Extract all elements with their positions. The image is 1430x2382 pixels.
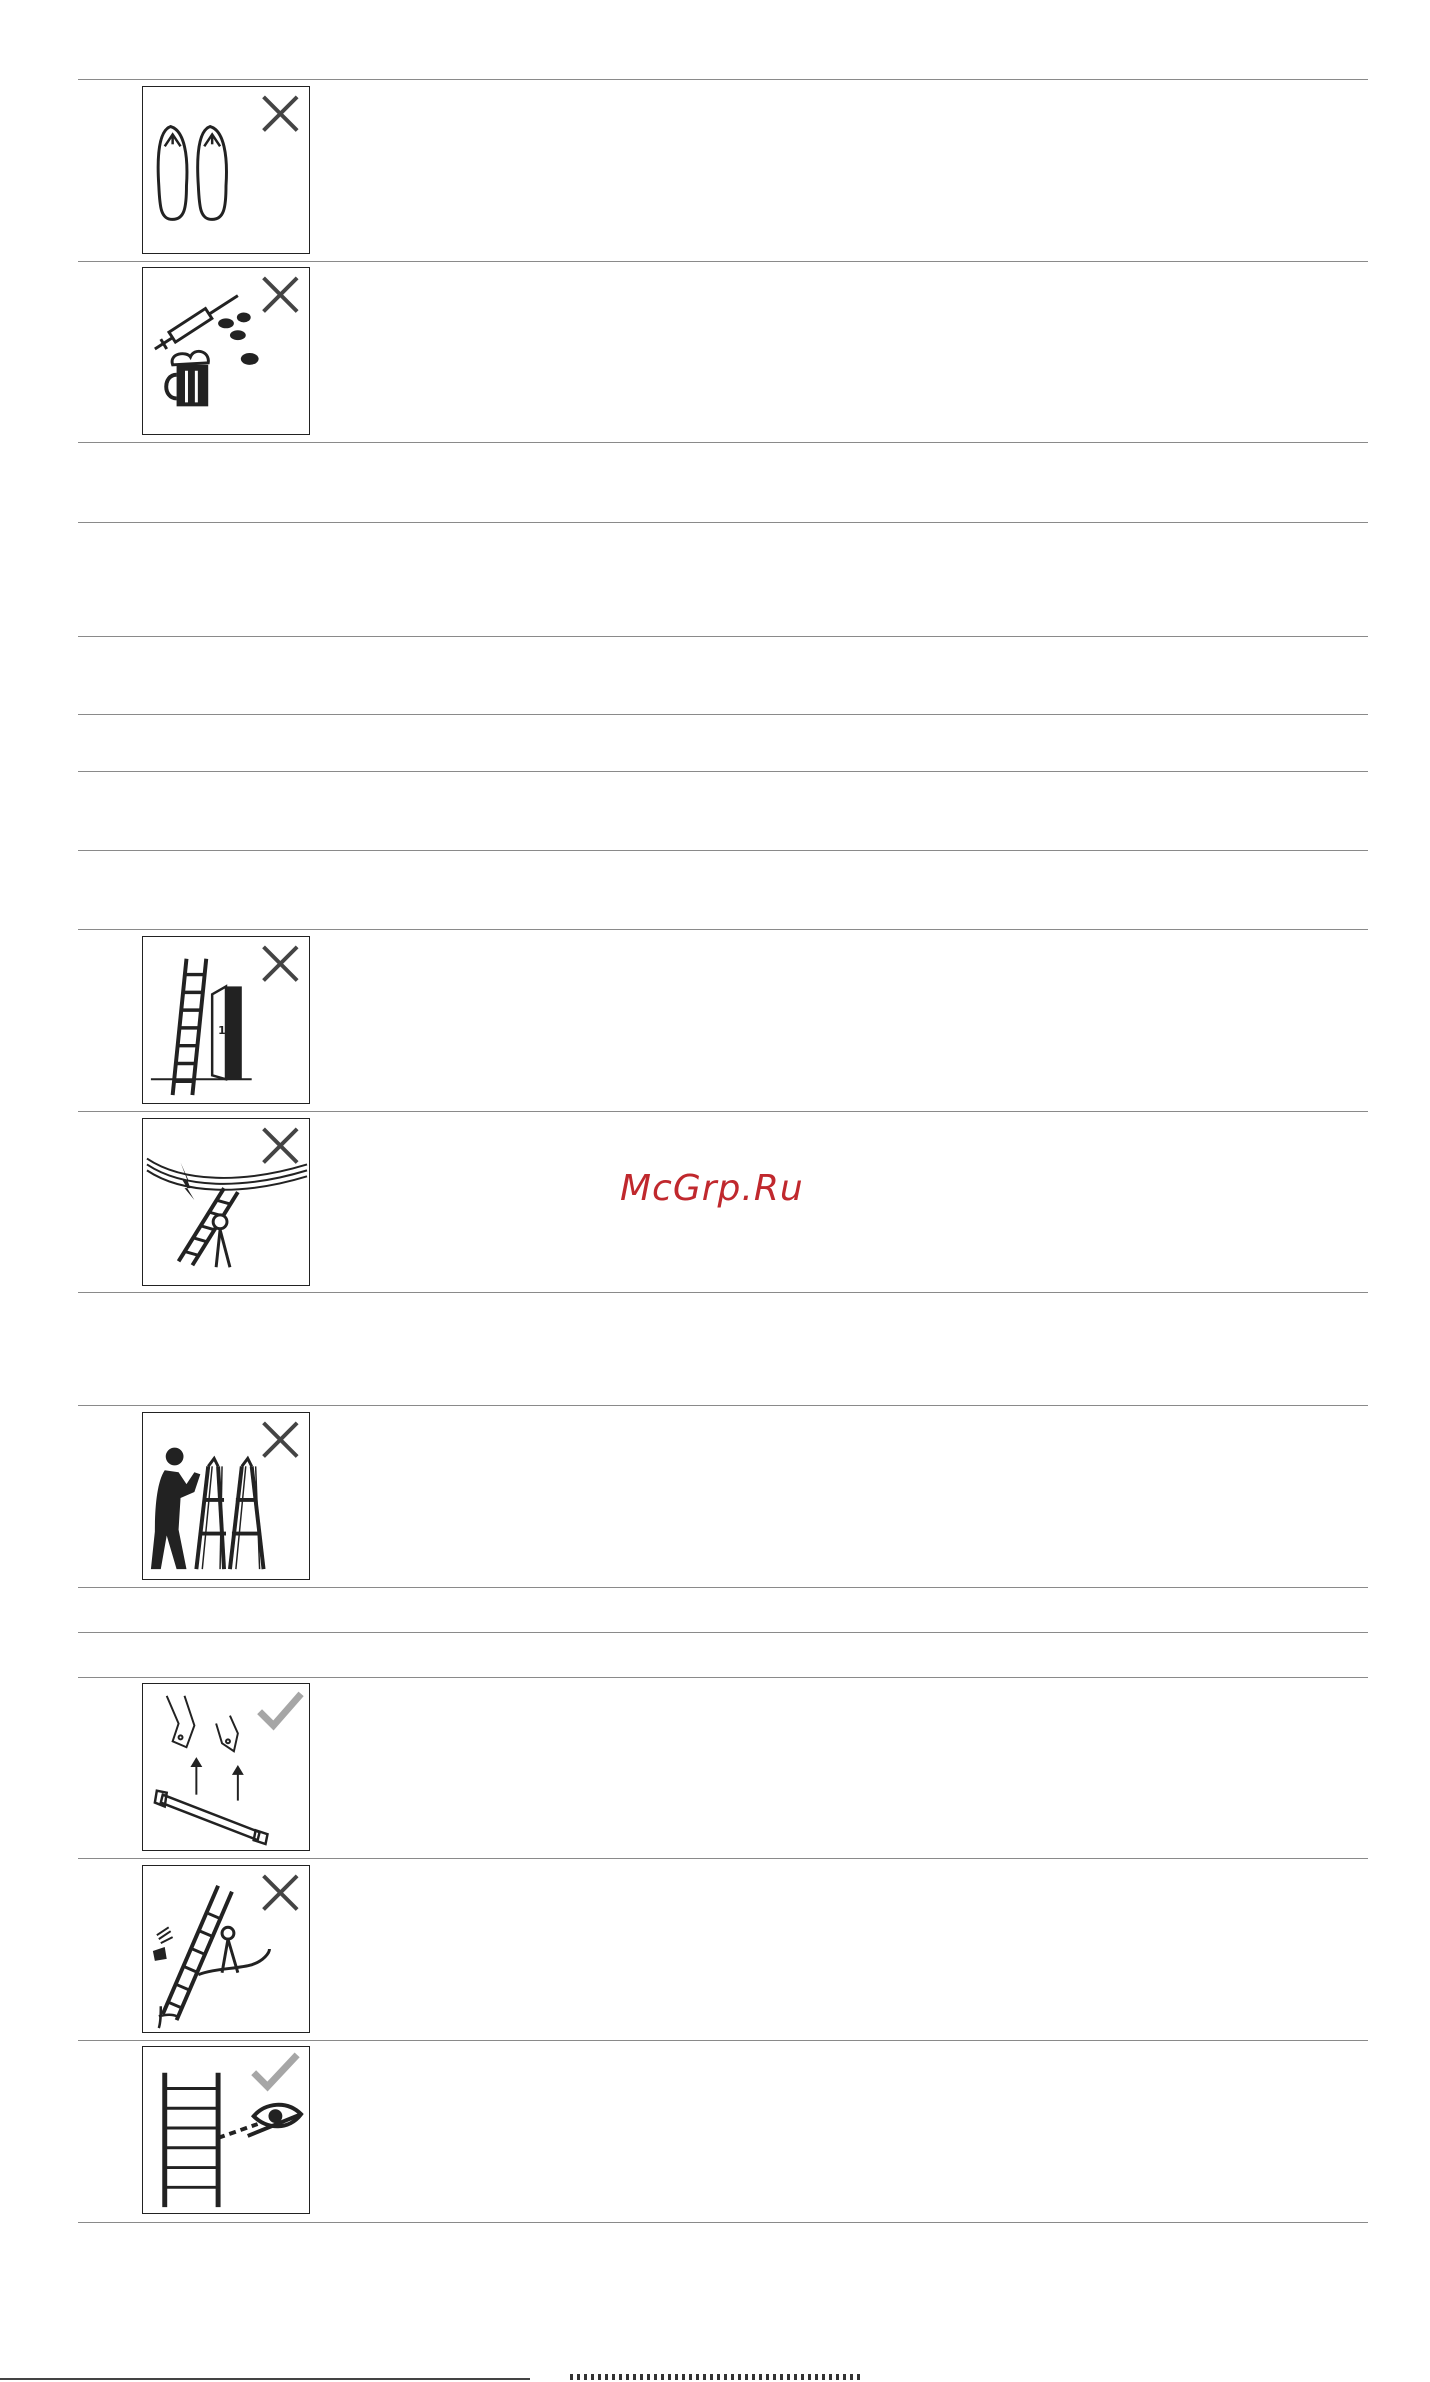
stabilizer-bar-allowed-pictogram [142, 1683, 310, 1851]
ladder-ice-prohibited-pictogram [142, 1865, 310, 2033]
table-rule [78, 2040, 1368, 2041]
door-number: 1 [218, 1023, 226, 1037]
person-ladder-prohibited-pictogram [142, 1412, 310, 1580]
prohibited-cross-icon [264, 1423, 298, 1457]
drugs-alcohol-prohibited-pictogram [142, 267, 310, 435]
page-footer-fragment [570, 2374, 860, 2380]
table-rule [78, 714, 1368, 715]
table-rule [78, 442, 1368, 443]
prohibited-cross-icon [264, 97, 298, 131]
table-rule [78, 522, 1368, 523]
ladder-powerline-prohibited-pictogram [142, 1118, 310, 1286]
table-rule [78, 1405, 1368, 1406]
table-rule [78, 261, 1368, 262]
table-rule [78, 1677, 1368, 1678]
watermark: McGrp.Ru [620, 1168, 804, 1209]
ladder-door-prohibited-pictogram [142, 936, 310, 1104]
prohibited-cross-icon [264, 1876, 298, 1910]
table-rule [78, 850, 1368, 851]
table-rule [78, 636, 1368, 637]
prohibited-cross-icon [264, 947, 298, 981]
table-rule [78, 1111, 1368, 1112]
prohibited-cross-icon [264, 278, 298, 312]
table-rule [78, 929, 1368, 930]
table-rule [78, 1858, 1368, 1859]
allowed-check-icon [254, 2055, 297, 2087]
table-rule [78, 1632, 1368, 1633]
table-rule [78, 771, 1368, 772]
ladder-inspect-allowed-pictogram [142, 2046, 310, 2214]
table-rule [78, 1292, 1368, 1293]
table-rule [78, 1587, 1368, 1588]
page-footer-rule [0, 2378, 530, 2380]
prohibited-cross-icon [264, 1129, 298, 1163]
table-rule [78, 79, 1368, 80]
table-rule [78, 2222, 1368, 2223]
flip-flops-prohibited-pictogram [142, 86, 310, 254]
allowed-check-icon [260, 1694, 302, 1726]
